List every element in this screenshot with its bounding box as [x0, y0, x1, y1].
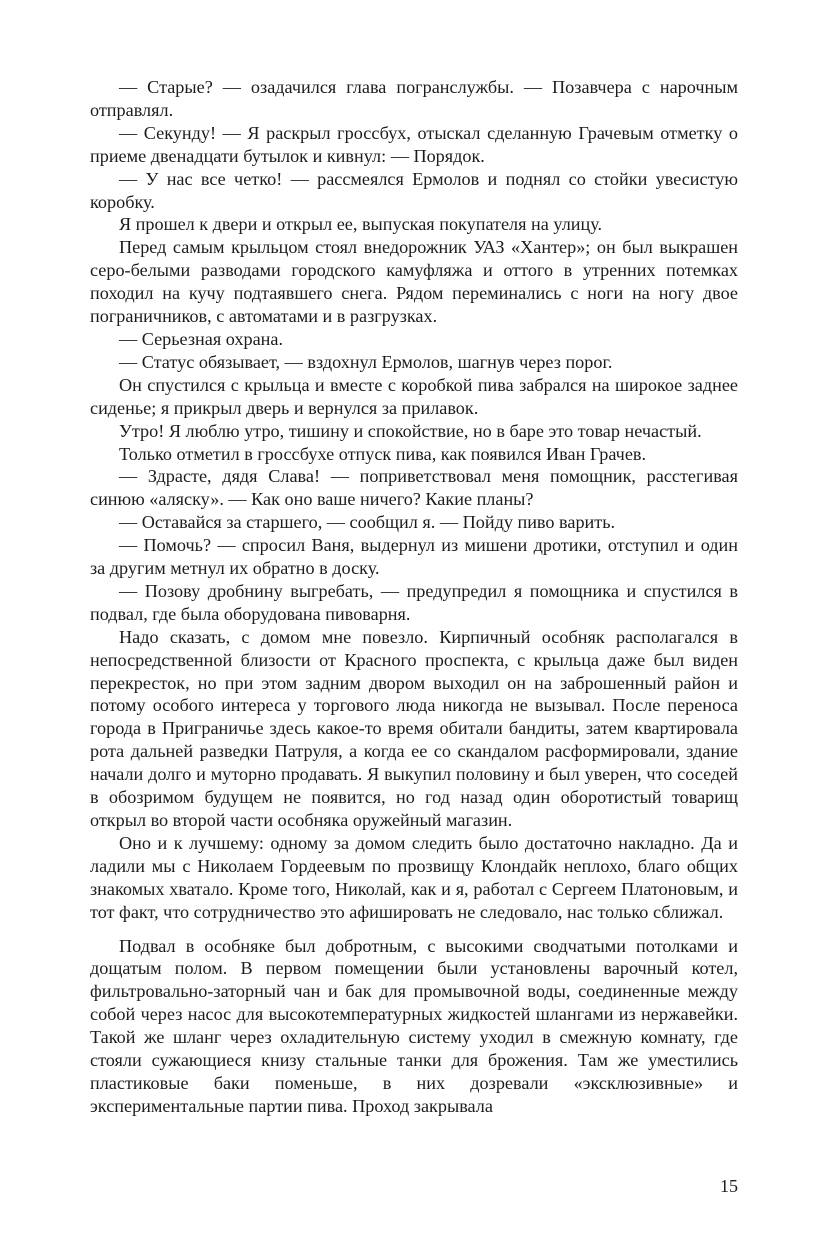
paragraph: Утро! Я люблю утро, тишину и спокойствие, но в баре это товар нечастый. — [119, 420, 702, 441]
paragraph: — Помочь? — спросил Ваня, выдернул из мишени дротики, отступил и один за другим метнул их обратно в доску. — [90, 535, 738, 579]
paragraph: Я прошел к двери и открыл ее, выпуская покупателя на улицу. — [119, 214, 603, 235]
paragraph: Надо сказать, с домом мне повезло. Кирпичный особняк располагался в непосредственной близости от Красного проспекта, с крыльца даже был виден перекресток, но при этом задним двором выходил он на заброшенный район и потому особого интереса у торгового люда никогда не вызывал. После переноса города в Приграничье здесь какое-то время обитали бандиты, затем квартировала рота дальней разведки Патруля, а когда ее со скандалом расформировали, здание начали долго и муторно продавать. Я выкупил половину и был уверен, что соседей в обозримом будущем не появится, но год назад один оборотистый товарищ открыл во второй части особняка оружейный магазин. — [90, 626, 738, 830]
paragraph: — Статус обязывает, — вздохнул Ермолов, шагнув через порог. — [119, 351, 613, 372]
paragraph: — Оставайся за старшего, — сообщил я. — Пойду пиво варить. — [119, 512, 616, 533]
paragraph: Подвал в особняке был добротным, с высокими сводчатыми потолками и дощатым полом. В первом помещении были установлены варочный котел, фильтровально-заторный чан и бак для промывочной воды, соединенные между собой через насос для высокотемпературных жидкостей шлангами из нержавейки. Такой же шланг через охладительную систему уходил в смежную комнату, где стояли сужающиеся книзу стальные танки для брожения. Там же уместились пластиковые баки поменьше, в них дозревали «эксклюзивные» и экспериментальные партии пива. Проход закрывала — [90, 935, 738, 1116]
page-number: 15 — [720, 1176, 738, 1196]
paragraph: — Здрасте, дядя Слава! — поприветствовал меня помощник, расстегивая синюю «аляску». — Как оно ваше ничего? Какие планы? — [90, 466, 738, 510]
paragraph: — Позову дробнину выгребать, — предупредил я помощника и спустился в подвал, где была оборудована пивоварня. — [90, 580, 738, 624]
paragraph: — У нас все четко! — рассмеялся Ермолов и поднял со стойки увесистую коробку. — [90, 168, 738, 212]
paragraph: Только отметил в гроссбухе отпуск пива, как появился Иван Грачев. — [119, 443, 647, 464]
page-body — [90, 76, 738, 1118]
paragraph: — Серьезная охрана. — [119, 328, 283, 349]
paragraph: Он спустился с крыльца и вместе с коробкой пива забрался на широкое заднее сиденье; я прикрыл дверь и вернулся за прилавок. — [90, 374, 738, 418]
paragraph: Оно и к лучшему: одному за домом следить было достаточно накладно. Да и ладили мы с Николаем Гордеевым по прозвищу Клондайк неплохо, благо общих знакомых хватало. Кроме того, Николай, как и я, работал с Сергеем Платоновым, и тот факт, что сотрудничество это афишировать не следовало, нас только сближал. — [90, 832, 738, 922]
paragraph: — Старые? — озадачился глава погранслужбы. — Позавчера с нарочным отправлял. — [90, 77, 738, 120]
paragraph: — Секунду! — Я раскрыл гроссбух, отыскал сделанную Грачевым отметку о приеме двенадцати бутылок и кивнул: — Порядок. — [90, 122, 738, 166]
paragraph: Перед самым крыльцом стоял внедорожник УАЗ «Хантер»; он был выкрашен серо-белыми разводами городского камуфляжа и оттого в утренних потемках походил на кучу подтаявшего снега. Рядом переминались с ноги на ногу двое пограничников, с автоматами и в разгрузках. — [90, 237, 738, 327]
